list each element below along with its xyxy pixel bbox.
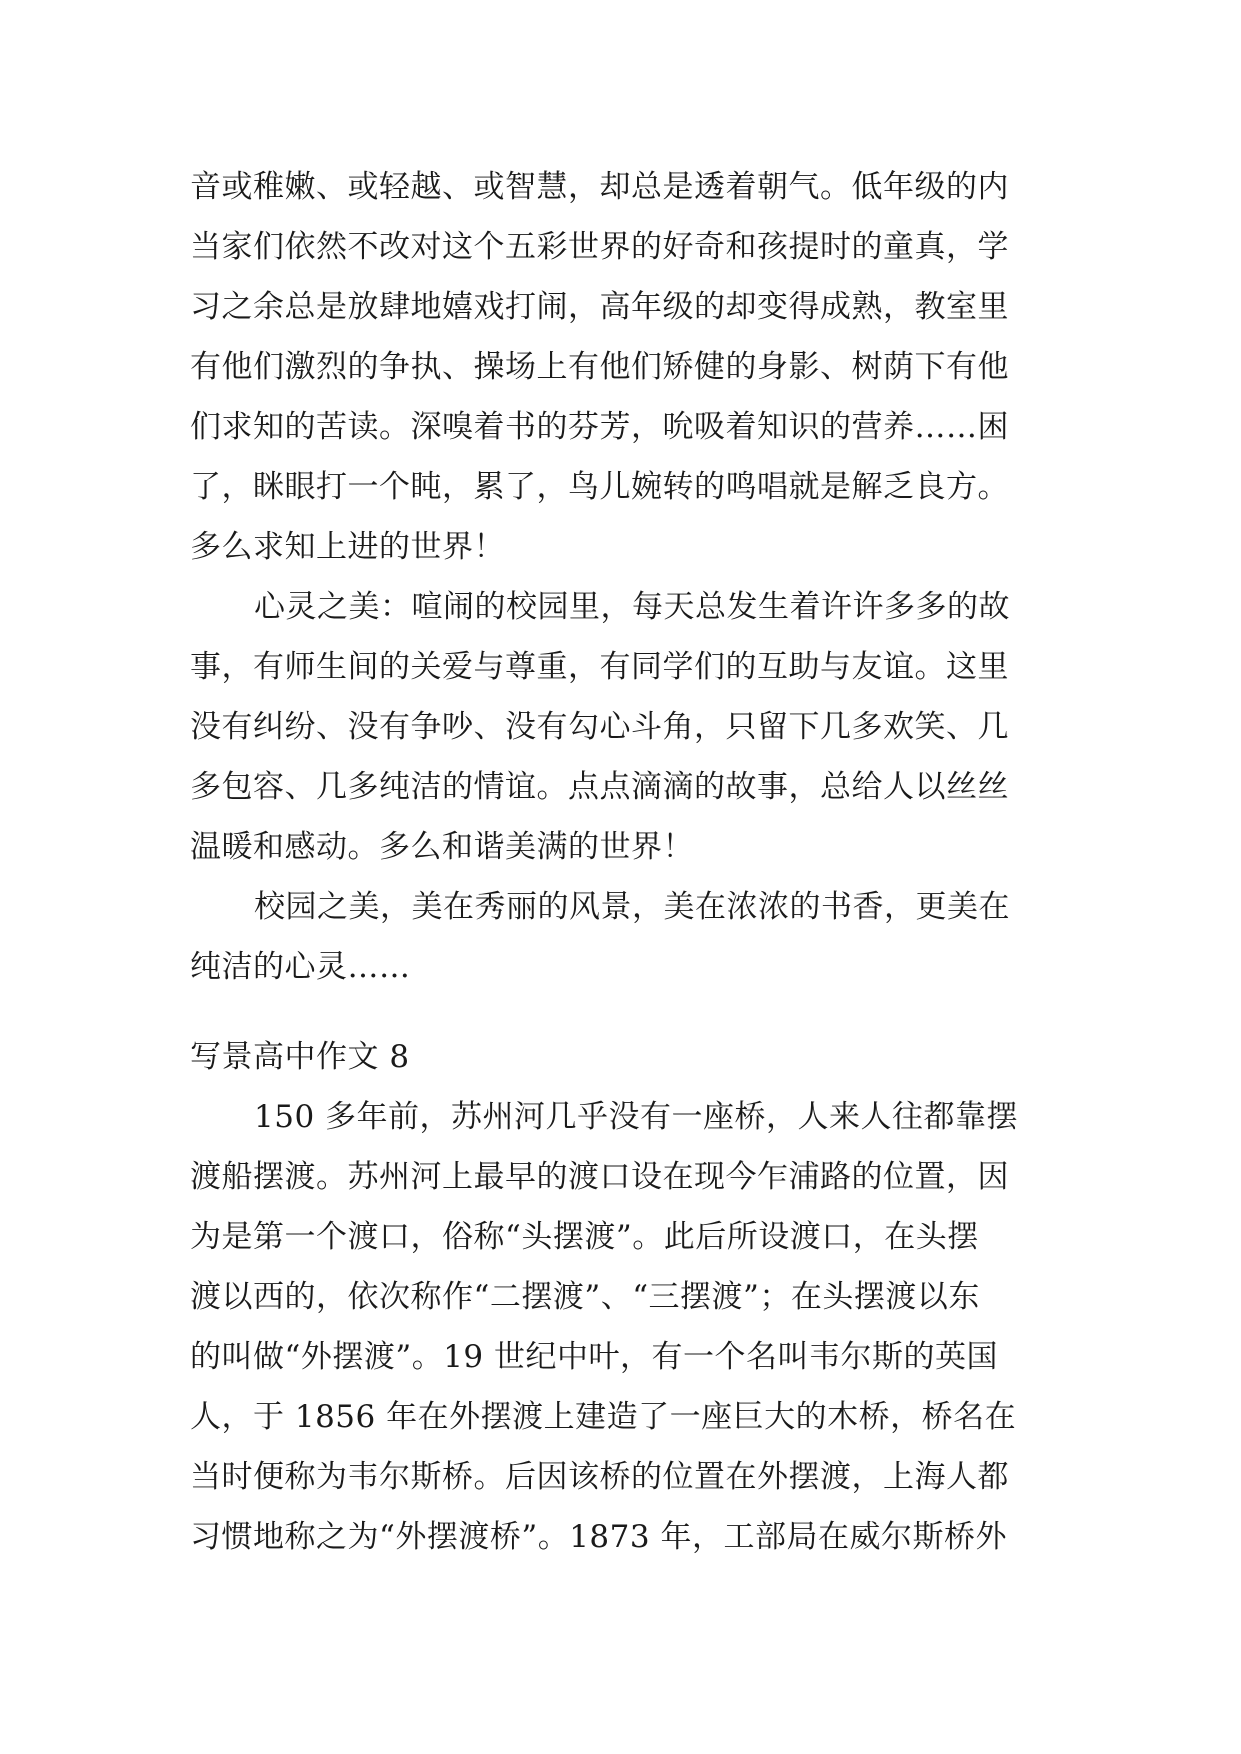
section-heading: 写景高中作文 8 [190, 1039, 410, 1075]
text-line: 了，眯眼打一个盹，累了，鸟儿婉转的鸣唱就是解乏良方。 [190, 469, 1009, 505]
paragraph-first-line: 校园之美，美在秀丽的风景，美在浓浓的书香，更美在 [254, 889, 1010, 925]
text-line: 多包容、几多纯洁的情谊。点点滴滴的故事，总给人以丝丝 [190, 769, 1009, 805]
text-line: 渡船摆渡。苏州河上最早的渡口设在现今乍浦路的位置，因 [190, 1159, 1009, 1195]
text-line: 有他们激烈的争执、操场上有他们矫健的身影、树荫下有他 [190, 349, 1009, 385]
text-line: 音或稚嫩、或轻越、或智慧，却总是透着朝气。低年级的内 [190, 169, 1009, 205]
text-line: 们求知的苦读。深嗅着书的芬芳，吮吸着知识的营养……困 [190, 409, 1009, 445]
text-line: 事，有师生间的关爱与尊重，有同学们的互助与友谊。这里 [190, 649, 1009, 685]
section-b [190, 1087, 1070, 1567]
text-line: 温暖和感动。多么和谐美满的世界！ [190, 829, 694, 865]
text-line: 人，于 1856 年在外摆渡上建造了一座巨大的木桥，桥名在 [190, 1399, 1017, 1435]
text-line: 渡以西的，依次称作“二摆渡”、“三摆渡”；在头摆渡以东 [190, 1279, 980, 1315]
text-line: 的叫做“外摆渡”。19 世纪中叶，有一个名叫韦尔斯的英国 [190, 1339, 998, 1375]
text-line: 纯洁的心灵…… [190, 949, 411, 985]
text-line: 没有纠纷、没有争吵、没有勾心斗角，只留下几多欢笑、几 [190, 709, 1009, 745]
text-line: 为是第一个渡口，俗称“头摆渡”。此后所设渡口，在头摆 [190, 1219, 979, 1255]
text-line: 当家们依然不改对这个五彩世界的好奇和孩提时的童真，学 [190, 229, 1009, 265]
text-line: 习惯地称之为“外摆渡桥”。1873 年，工部局在威尔斯桥外 [190, 1519, 1007, 1555]
paragraph-first-line: 心灵之美：喧闹的校园里，每天总发生着许许多多的故 [254, 589, 1010, 625]
text-line: 习之余总是放肆地嬉戏打闹，高年级的却变得成熟，教室里 [190, 289, 1009, 325]
text-line: 当时便称为韦尔斯桥。后因该桥的位置在外摆渡，上海人都 [190, 1459, 1009, 1495]
paragraph-first-line: 150 多年前，苏州河几乎没有一座桥，人来人往都靠摆 [254, 1099, 1019, 1135]
text-line: 多么求知上进的世界！ [190, 529, 505, 565]
section-a [190, 157, 1070, 997]
